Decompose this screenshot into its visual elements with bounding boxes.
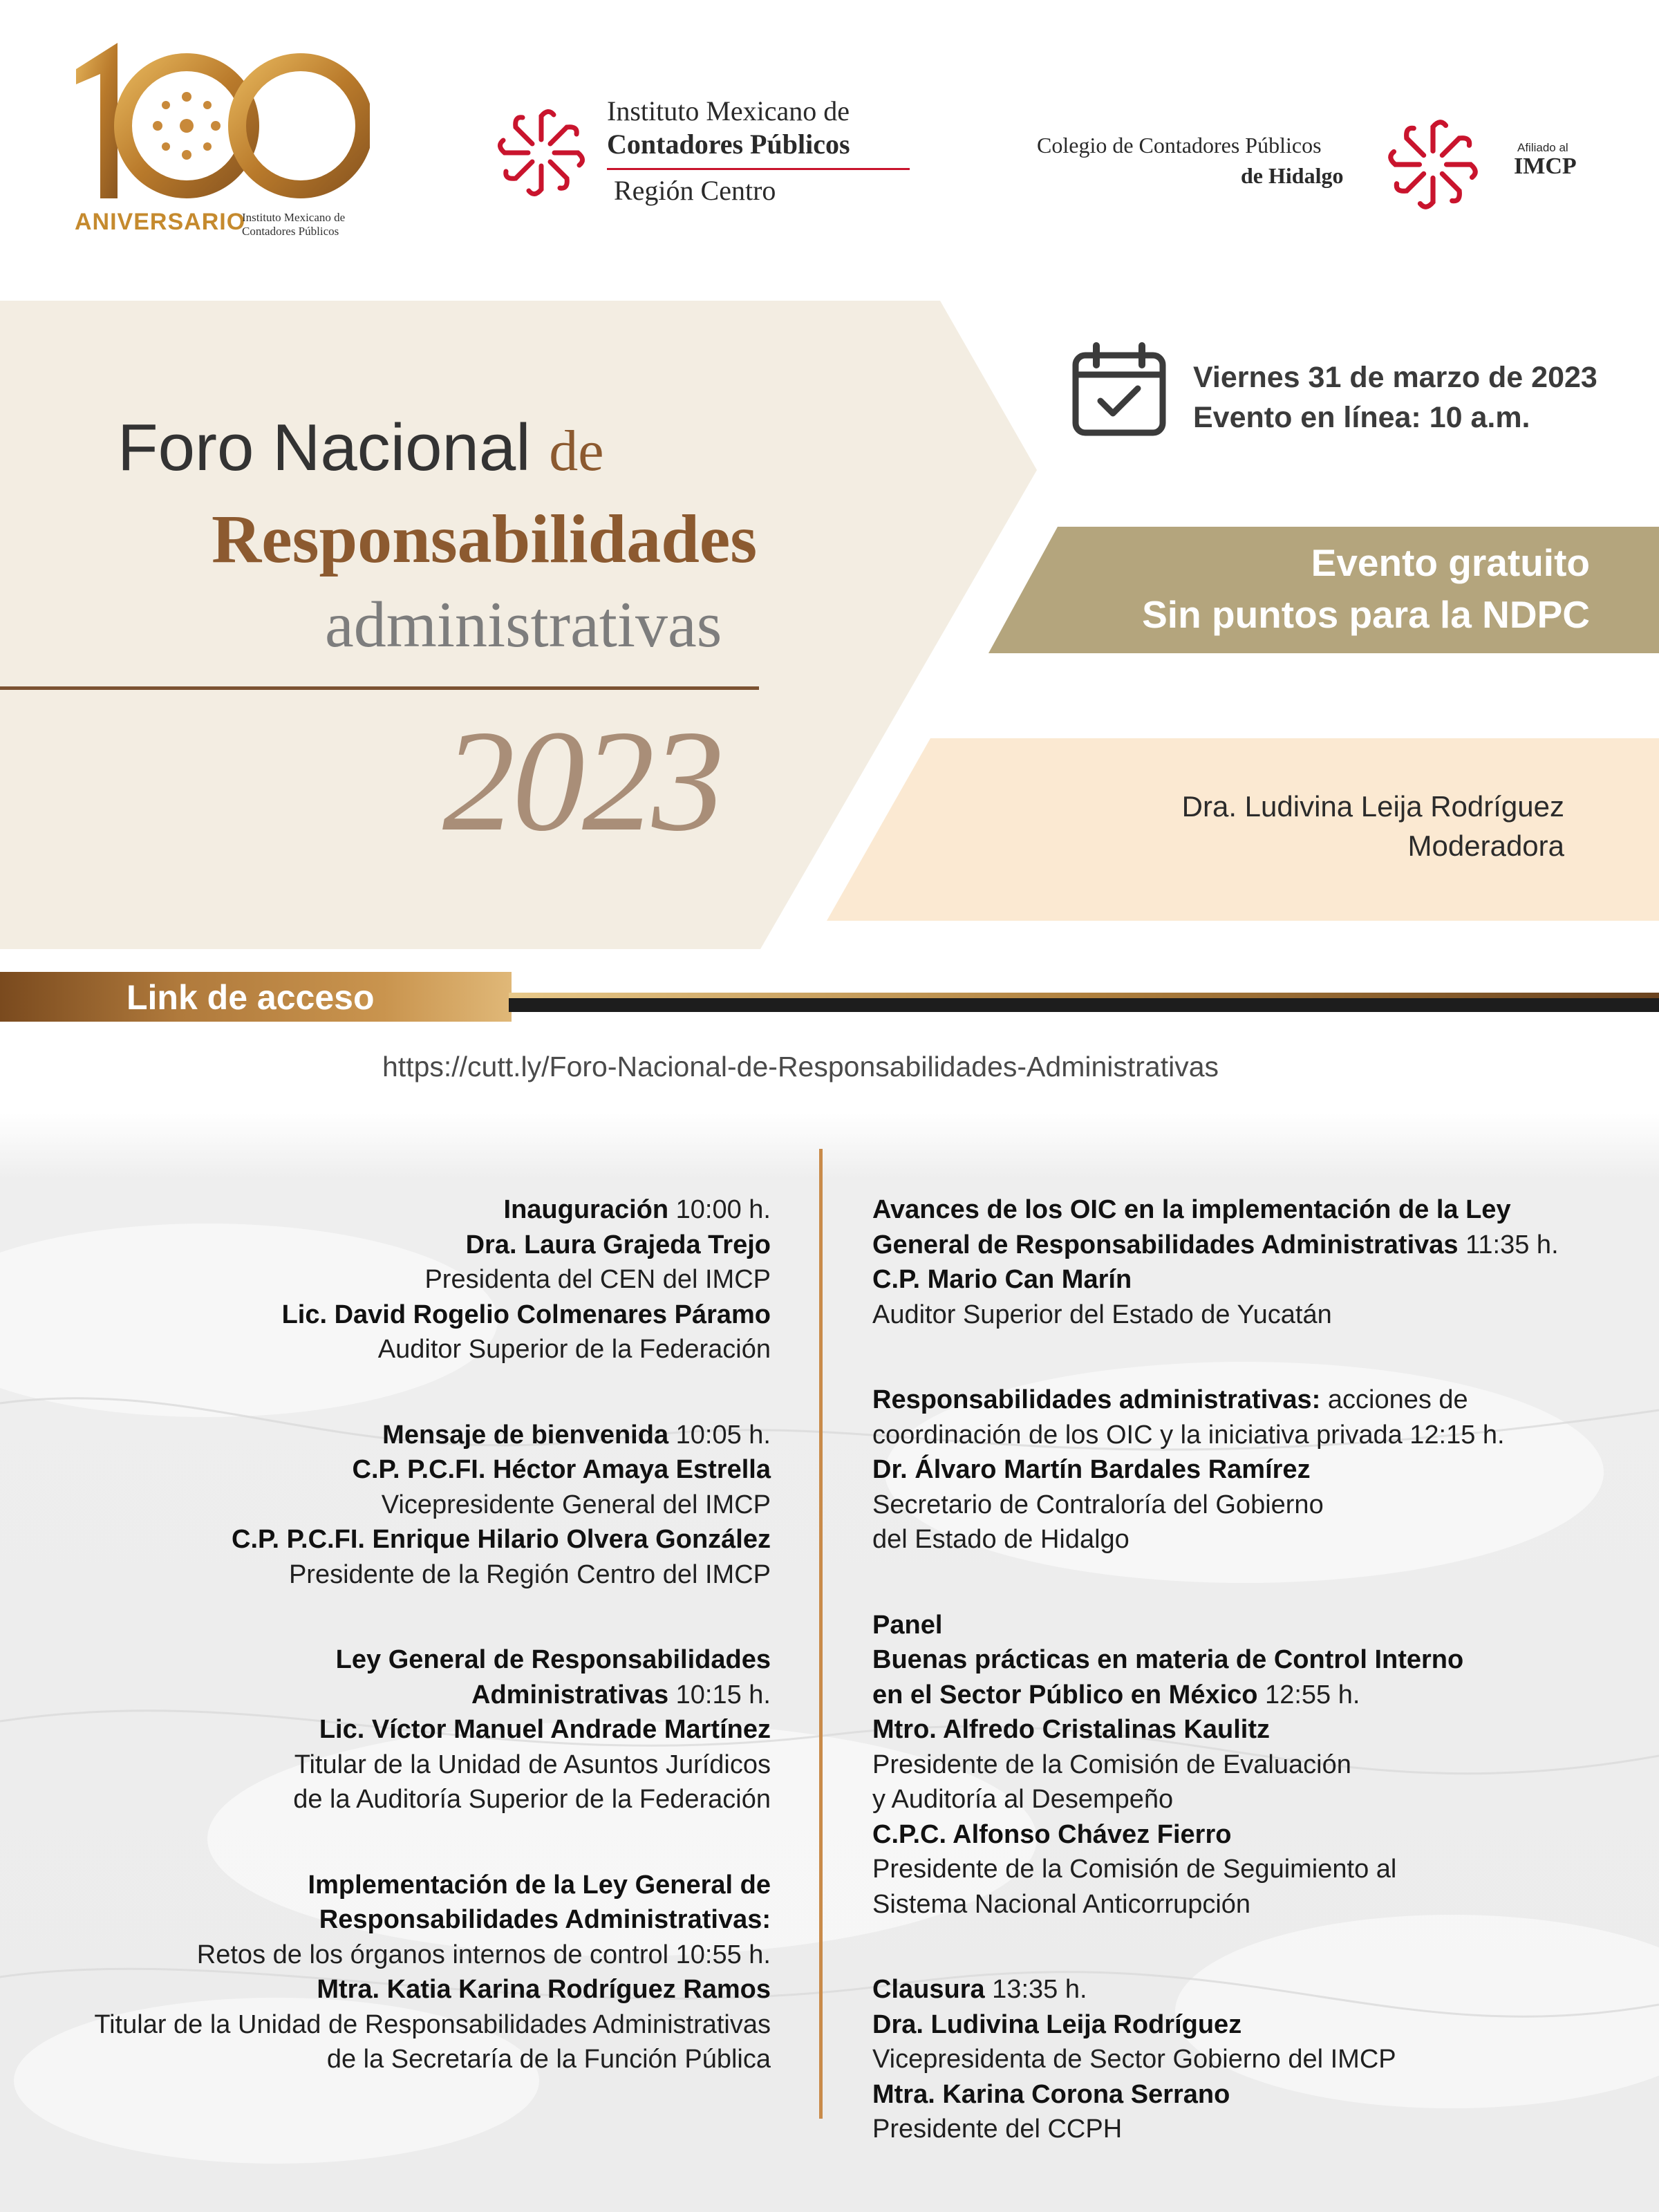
speaker-role: Sistema Nacional Anticorrupción bbox=[872, 1889, 1251, 1919]
session-description: acciones de bbox=[1320, 1385, 1468, 1414]
speaker-role: Presidenta del CEN del IMCP bbox=[424, 1265, 771, 1294]
session-time: 11:35 h. bbox=[1458, 1230, 1559, 1259]
speaker-role: Auditor Superior del Estado de Yucatán bbox=[872, 1300, 1332, 1329]
speaker-name: Dra. Laura Grajeda Trejo bbox=[465, 1230, 771, 1259]
speaker-name: Mtra. Katia Karina Rodríguez Ramos bbox=[317, 1975, 771, 2004]
speaker-role: Vicepresidenta de Sector Gobierno del IMCP bbox=[872, 2045, 1396, 2074]
session-title: Clausura bbox=[872, 1975, 985, 2004]
affiliated-imcp: IMCP bbox=[1514, 153, 1577, 179]
speaker-name: Dra. Ludivina Leija Rodríguez bbox=[872, 2009, 1242, 2039]
session-title: en el Sector Público en México bbox=[872, 1680, 1258, 1709]
access-link-label: Link de acceso bbox=[126, 978, 375, 1017]
session-title: Ley General de Responsabilidades bbox=[335, 1645, 771, 1674]
ccph-logo-icon bbox=[1382, 114, 1483, 215]
anniversary-sub-line1: Instituto Mexicano de bbox=[242, 211, 346, 224]
moderator-name: Dra. Ludivina Leija Rodríguez bbox=[1181, 790, 1564, 823]
session-title: Implementación de la Ley General de bbox=[308, 1870, 771, 1900]
title-responsabilidades: Responsabilidades bbox=[212, 500, 758, 577]
session-panel bbox=[872, 1608, 1619, 1922]
speaker-role: Presidente de la Comisión de Evaluación bbox=[872, 1750, 1351, 1779]
affiliated-label: Afiliado al bbox=[1517, 141, 1568, 154]
session-ley-general bbox=[41, 1642, 771, 1817]
session-avances-oic bbox=[872, 1192, 1619, 1332]
speaker-role: Auditor Superior de la Federación bbox=[377, 1335, 771, 1364]
title-administrativas: administrativas bbox=[325, 589, 722, 661]
speaker-name: C.P.C. Alfonso Chávez Fierro bbox=[872, 1819, 1232, 1849]
program-left-column bbox=[41, 1192, 771, 2128]
imcp-logo-icon bbox=[492, 104, 590, 202]
speaker-name: Mtra. Karina Corona Serrano bbox=[872, 2079, 1230, 2109]
session-subtitle: Retos de los órganos internos de control bbox=[196, 1940, 669, 1969]
ccph-name-line1: Colegio de Contadores Públicos bbox=[1037, 133, 1322, 158]
event-time: Evento en línea: 10 a.m. bbox=[1193, 401, 1530, 434]
speaker-role: Titular de la Unidad de Asuntos Jurídicos bbox=[294, 1750, 771, 1779]
speaker-role: Vicepresidente General del IMCP bbox=[381, 1490, 771, 1519]
speaker-role: Presidente del CCPH bbox=[872, 2115, 1123, 2144]
title-de-text: de bbox=[549, 419, 604, 483]
speaker-name: Lic. Víctor Manuel Andrade Martínez bbox=[319, 1715, 771, 1744]
speaker-role: Presidente de la Región Centro del IMCP bbox=[288, 1559, 771, 1589]
session-title: Responsabilidades Administrativas: bbox=[319, 1905, 771, 1934]
session-clausura bbox=[872, 1972, 1619, 2147]
session-implementacion bbox=[41, 1868, 771, 2077]
speaker-role: Titular de la Unidad de Responsabilidades Administrativas bbox=[94, 2009, 771, 2039]
imcp-name-line2: Contadores Públicos bbox=[607, 129, 850, 160]
speaker-name: C.P. P.C.FI. Enrique Hilario Olvera González bbox=[232, 1525, 771, 1554]
speaker-role: de la Auditoría Superior de la Federación bbox=[293, 1785, 771, 1814]
program-right-column bbox=[872, 1192, 1619, 2197]
session-time: 12:15 h. bbox=[1402, 1420, 1505, 1450]
title-foro-text: Foro Nacional bbox=[118, 411, 531, 485]
speaker-role: de la Secretaría de la Función Pública bbox=[326, 2045, 771, 2074]
session-time: 10:15 h. bbox=[668, 1680, 771, 1709]
session-time: 10:05 h. bbox=[668, 1420, 771, 1450]
speaker-role: Secretario de Contraloría del Gobierno bbox=[872, 1490, 1324, 1519]
speaker-role: del Estado de Hidalgo bbox=[872, 1525, 1130, 1554]
speaker-name: C.P. Mario Can Marín bbox=[872, 1265, 1132, 1294]
moderator-role: Moderadora bbox=[1407, 830, 1564, 862]
session-label: Panel bbox=[872, 1610, 943, 1640]
session-responsabilidades bbox=[872, 1382, 1619, 1557]
free-event-text: Evento gratuito bbox=[1311, 541, 1590, 584]
session-title: General de Responsabilidades Administrativas bbox=[872, 1230, 1459, 1259]
event-date: Viernes 31 de marzo de 2023 bbox=[1193, 361, 1597, 394]
program-divider bbox=[819, 1149, 823, 2119]
session-title: Responsabilidades administrativas: bbox=[872, 1385, 1321, 1414]
anniversary-label: ANIVERSARIO bbox=[75, 209, 246, 235]
speaker-name: Mtro. Alfredo Cristalinas Kaulitz bbox=[872, 1715, 1270, 1744]
session-time: 10:00 h. bbox=[668, 1195, 771, 1224]
anniversary-sub-line2: Contadores Públicos bbox=[242, 225, 339, 238]
title-foro-nacional bbox=[118, 410, 604, 486]
anniversary-subtitle bbox=[242, 211, 380, 238]
imcp-region: Región Centro bbox=[614, 175, 776, 206]
session-title: Inauguración bbox=[503, 1195, 669, 1224]
session-inauguracion bbox=[41, 1192, 771, 1367]
event-year: 2023 bbox=[442, 701, 722, 861]
session-title: Avances de los OIC en la implementación de la Ley bbox=[872, 1195, 1511, 1224]
imcp-name-line1: Instituto Mexicano de bbox=[607, 95, 850, 126]
access-link-url[interactable]: https://cutt.ly/Foro-Nacional-de-Responsabilidades-Administrativas bbox=[382, 1051, 1219, 1082]
session-description: coordinación de los OIC y la iniciativa privada bbox=[872, 1420, 1403, 1450]
speaker-name: Dr. Álvaro Martín Bardales Ramírez bbox=[872, 1455, 1311, 1484]
session-time: 13:35 h. bbox=[984, 1975, 1087, 2004]
no-points-text: Sin puntos para la NDPC bbox=[1142, 593, 1590, 636]
speaker-name: Lic. David Rogelio Colmenares Páramo bbox=[281, 1300, 771, 1329]
session-title: Buenas prácticas en materia de Control Interno bbox=[872, 1645, 1464, 1674]
ccph-name-line2: de Hidalgo bbox=[1241, 163, 1344, 188]
speaker-role: Presidente de la Comisión de Seguimiento al bbox=[872, 1855, 1397, 1884]
speaker-role: y Auditoría al Desempeño bbox=[872, 1785, 1174, 1814]
calendar-check-icon bbox=[1070, 340, 1168, 438]
title-rule bbox=[0, 686, 759, 690]
session-title: Administrativas bbox=[471, 1680, 669, 1709]
speaker-name: C.P. P.C.FI. Héctor Amaya Estrella bbox=[352, 1455, 771, 1484]
session-time: 12:55 h. bbox=[1257, 1680, 1360, 1709]
imcp-divider bbox=[607, 168, 910, 170]
session-bienvenida bbox=[41, 1418, 771, 1593]
session-title: Mensaje de bienvenida bbox=[382, 1420, 669, 1450]
session-time: 10:55 h. bbox=[668, 1940, 771, 1969]
access-link-stripe bbox=[509, 993, 1659, 1012]
